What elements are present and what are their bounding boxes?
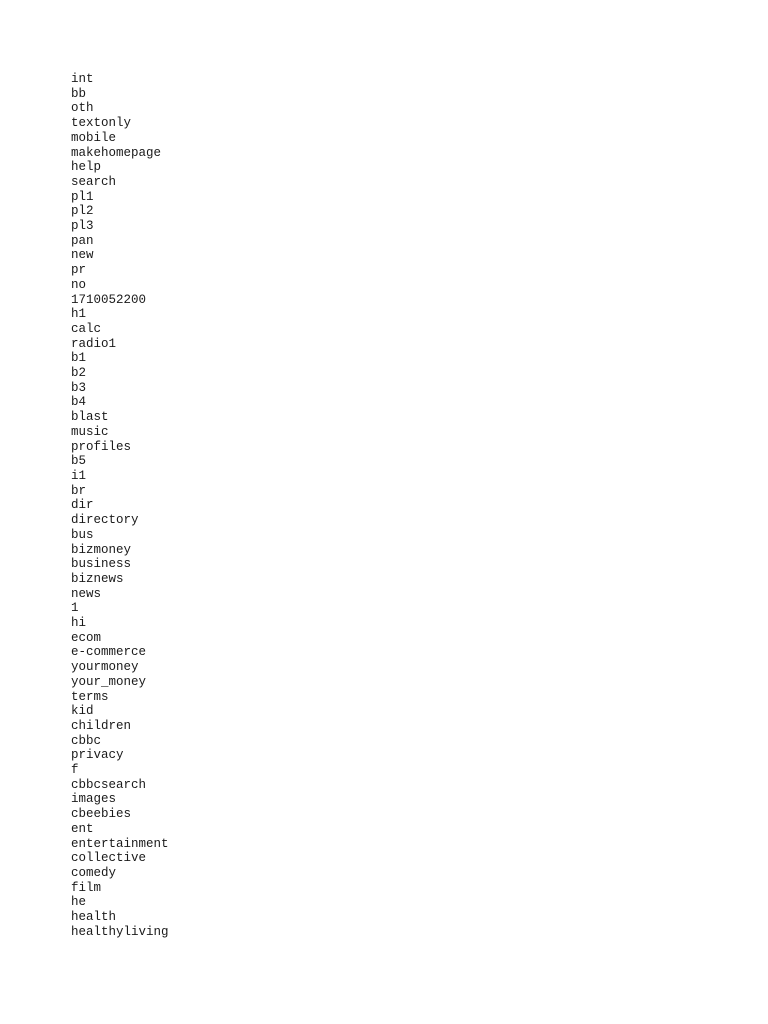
text-line: biznews [71, 571, 124, 586]
text-line: comedy [71, 865, 117, 880]
text-line: directory [71, 513, 139, 528]
text-line: kid [71, 704, 94, 719]
text-line: hi [71, 616, 87, 631]
text-line: bus [71, 527, 94, 542]
text-line: calc [71, 321, 102, 336]
text-line: search [71, 174, 117, 189]
text-line: new [71, 248, 94, 263]
text-line: pr [71, 263, 87, 278]
text-line: makehomepage [71, 145, 162, 160]
text-line: children [71, 718, 132, 733]
text-line: film [71, 880, 102, 895]
text-line: radio1 [71, 336, 117, 351]
text-line: pan [71, 233, 94, 248]
text-line: bizmoney [71, 542, 132, 557]
text-line: h1 [71, 307, 87, 322]
text-line: health [71, 910, 117, 925]
text-line: b4 [71, 395, 87, 410]
text-line: no [71, 277, 87, 292]
text-line: e-commerce [71, 645, 147, 660]
text-line: 1 [71, 601, 79, 616]
text-line: br [71, 483, 87, 498]
text-line: i1 [71, 468, 87, 483]
text-line: textonly [71, 116, 132, 131]
text-line: entertainment [71, 836, 169, 851]
text-line: f [71, 763, 79, 778]
text-line: b2 [71, 366, 87, 381]
text-line: oth [71, 101, 94, 116]
text-line: bb [71, 86, 87, 101]
text-line: healthyliving [71, 924, 169, 939]
text-line: pl2 [71, 204, 94, 219]
text-line: music [71, 424, 109, 439]
text-line: images [71, 792, 117, 807]
text-line: mobile [71, 130, 117, 145]
text-line: int [71, 72, 94, 86]
text-line: news [71, 586, 102, 601]
text-line: cbbc [71, 733, 102, 748]
text-line: ecom [71, 630, 102, 645]
text-line: b1 [71, 351, 87, 366]
text-line: business [71, 557, 132, 572]
text-line: dir [71, 498, 94, 513]
text-line-list [71, 72, 169, 939]
text-line: pl1 [71, 189, 94, 204]
text-line: help [71, 160, 102, 175]
text-line: yourmoney [71, 660, 139, 675]
text-line: your_money [71, 674, 147, 689]
text-line: 1710052200 [71, 292, 147, 307]
text-line: b3 [71, 380, 87, 395]
text-line: ent [71, 821, 94, 836]
text-line: pl3 [71, 219, 94, 234]
text-line: collective [71, 851, 147, 866]
text-line: cbbcsearch [71, 777, 147, 792]
text-line: b5 [71, 454, 87, 469]
text-line: terms [71, 689, 109, 704]
text-line: privacy [71, 748, 124, 763]
text-line: profiles [71, 439, 132, 454]
text-line: he [71, 895, 87, 910]
text-line: cbeebies [71, 807, 132, 822]
text-line: blast [71, 410, 109, 425]
